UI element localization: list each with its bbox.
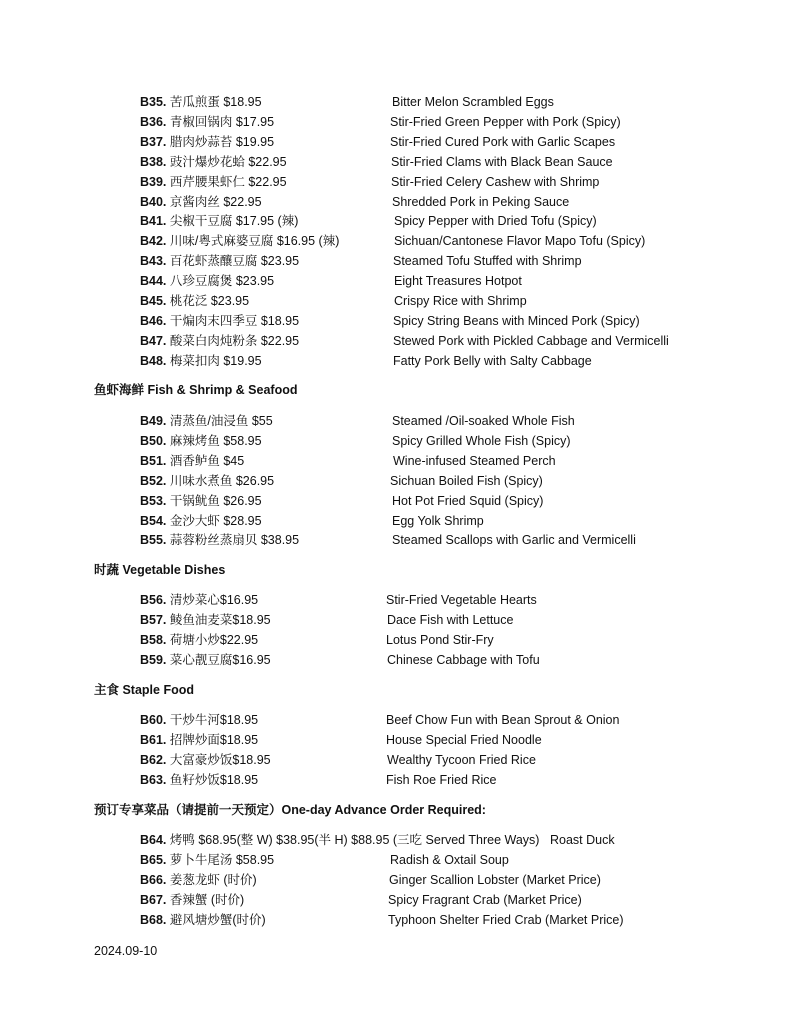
menu-item-b42	[140, 233, 339, 249]
item-name-en: Stir-Fried Green Pepper with Pork (Spicy)	[390, 115, 621, 129]
item-name-en: Spicy String Beans with Minced Pork (Spicy)	[393, 314, 640, 328]
item-name-en: Stewed Pork with Pickled Cabbage and Vermicelli	[393, 334, 669, 348]
item-name-en: House Special Fried Noodle	[386, 733, 542, 747]
item-name-cn: 西芹腰果虾仁 $22.95	[166, 175, 287, 189]
item-code: B43.	[140, 254, 167, 268]
item-name-cn: 蒜蓉粉丝蒸扇贝 $38.95	[166, 533, 300, 547]
item-name-en: Steamed /Oil-soaked Whole Fish	[392, 414, 575, 428]
menu-item-b44	[140, 273, 274, 289]
item-code: B50.	[140, 434, 167, 448]
item-name-cn: 豉汁爆炒花蛤 $22.95	[166, 155, 287, 169]
item-name-cn: 苦瓜煎蛋 $18.95	[166, 95, 262, 109]
item-code: B52.	[140, 474, 167, 488]
item-code: B45.	[140, 294, 167, 308]
menu-item-b37	[140, 134, 274, 150]
item-name-cn: 清蒸鱼/油浸鱼 $55	[166, 414, 273, 428]
item-name-en: Spicy Fragrant Crab (Market Price)	[388, 893, 582, 907]
menu-item-b57	[140, 612, 271, 628]
item-name-cn: 青椒回锅肉 $17.95	[166, 115, 275, 129]
menu-item-b67	[140, 892, 244, 908]
section-heading-advance: 预订专享菜品（请提前一天预定）One-day Advance Order Required:	[94, 803, 486, 817]
item-name-cn: 避风塘炒蟹(时价)	[166, 913, 266, 927]
item-code: B61.	[140, 733, 167, 747]
item-name-cn: 干煸肉末四季豆 $18.95	[166, 314, 300, 328]
menu-item-b59	[140, 652, 271, 668]
item-name-en: Eight Treasures Hotpot	[394, 274, 522, 288]
item-code: B56.	[140, 593, 167, 607]
item-name-cn: 香辣蟹 (时价)	[166, 893, 245, 907]
menu-item-b53	[140, 493, 262, 509]
menu-date: 2024.09-10	[94, 944, 158, 958]
menu-item-b35	[140, 94, 262, 110]
item-name-cn: 酸菜白肉炖粉条 $22.95	[166, 334, 300, 348]
menu-item-b43	[140, 253, 299, 269]
item-name-cn: 金沙大虾 $28.95	[166, 514, 262, 528]
item-code: B66.	[140, 873, 167, 887]
item-name-en: Chinese Cabbage with Tofu	[387, 653, 540, 667]
item-name-cn: 大富豪炒饭$18.95	[166, 753, 271, 767]
menu-item-b39	[140, 174, 287, 190]
item-code: B41.	[140, 214, 167, 228]
menu-item-b51	[140, 453, 244, 469]
item-name-cn: 干炒牛河$18.95	[166, 713, 259, 727]
item-code: B42.	[140, 234, 167, 248]
item-name-en: Bitter Melon Scrambled Eggs	[392, 95, 554, 109]
menu-item-b48	[140, 353, 262, 369]
item-name-en: Spicy Pepper with Dried Tofu (Spicy)	[394, 214, 597, 228]
item-code: B49.	[140, 414, 167, 428]
item-name-en: Spicy Grilled Whole Fish (Spicy)	[392, 434, 571, 448]
item-code: B51.	[140, 454, 167, 468]
item-name-en: Egg Yolk Shrimp	[392, 514, 484, 528]
item-code: B68.	[140, 913, 167, 927]
menu-item-b38	[140, 154, 287, 170]
menu-item-b58	[140, 632, 258, 648]
item-name-en: Lotus Pond Stir-Fry	[386, 633, 494, 647]
menu-item-b46	[140, 313, 299, 329]
item-code: B44.	[140, 274, 167, 288]
item-name-en: Typhoon Shelter Fried Crab (Market Price)	[388, 913, 624, 927]
item-code: B58.	[140, 633, 167, 647]
item-name-en: Steamed Scallops with Garlic and Vermicelli	[392, 533, 636, 547]
item-name-en: Crispy Rice with Shrimp	[394, 294, 527, 308]
item-code: B48.	[140, 354, 167, 368]
item-name-en: Stir-Fried Cured Pork with Garlic Scapes	[390, 135, 616, 149]
item-name-en: Wealthy Tycoon Fried Rice	[387, 753, 536, 767]
item-code: B54.	[140, 514, 167, 528]
item-name-cn: 腊肉炒蒜苔 $19.95	[166, 135, 275, 149]
item-name-cn: 烤鸭 $68.95(整 W) $38.95(半 H) $88.95 (三吃 Served Three Ways)	[166, 833, 540, 847]
item-name-en: Stir-Fried Celery Cashew with Shrimp	[391, 175, 600, 189]
item-code: B37.	[140, 135, 167, 149]
item-name-en: Wine-infused Steamed Perch	[393, 454, 556, 468]
menu-item-b56	[140, 592, 258, 608]
item-name-en: Steamed Tofu Stuffed with Shrimp	[393, 254, 582, 268]
menu-item-b62	[140, 752, 271, 768]
item-name-en: Beef Chow Fun with Bean Sprout & Onion	[386, 713, 620, 727]
item-name-en: Hot Pot Fried Squid (Spicy)	[392, 494, 544, 508]
item-name-cn: 酒香鲈鱼 $45	[166, 454, 245, 468]
menu-item-b64	[140, 832, 539, 848]
menu-item-b68	[140, 912, 266, 928]
menu-item-b61	[140, 732, 258, 748]
section-heading-seafood: 鱼虾海鲜 Fish & Shrimp & Seafood	[94, 383, 298, 397]
item-code: B40.	[140, 195, 167, 209]
item-name-cn: 萝卜牛尾汤 $58.95	[166, 853, 275, 867]
item-name-en: Stir-Fried Clams with Black Bean Sauce	[391, 155, 613, 169]
item-code: B67.	[140, 893, 167, 907]
item-name-en: Dace Fish with Lettuce	[387, 613, 514, 627]
item-name-en: Ginger Scallion Lobster (Market Price)	[389, 873, 601, 887]
item-name-cn: 清炒菜心$16.95	[166, 593, 259, 607]
menu-item-b65	[140, 852, 274, 868]
item-code: B63.	[140, 773, 167, 787]
item-name-cn: 招牌炒面$18.95	[166, 733, 259, 747]
item-code: B35.	[140, 95, 167, 109]
item-code: B59.	[140, 653, 167, 667]
item-name-en: Roast Duck	[550, 833, 615, 847]
item-name-cn: 川味水煮鱼 $26.95	[166, 474, 275, 488]
item-name-cn: 尖椒干豆腐 $17.95 (辣)	[166, 214, 299, 228]
item-name-cn: 菜心靓豆腐$16.95	[166, 653, 271, 667]
item-name-cn: 桃花泛 $23.95	[166, 294, 250, 308]
item-name-cn: 麻辣烤鱼 $58.95	[166, 434, 262, 448]
item-name-cn: 梅菜扣肉 $19.95	[166, 354, 262, 368]
menu-item-b52	[140, 473, 274, 489]
section-heading-vegetable: 时蔬 Vegetable Dishes	[94, 563, 226, 577]
item-code: B64.	[140, 833, 167, 847]
menu-item-b63	[140, 772, 258, 788]
item-name-cn: 荷塘小炒$22.95	[166, 633, 259, 647]
item-code: B55.	[140, 533, 167, 547]
item-name-en: Fatty Pork Belly with Salty Cabbage	[393, 354, 592, 368]
item-name-cn: 干锅鱿鱼 $26.95	[166, 494, 262, 508]
item-name-cn: 姜葱龙虾 (时价)	[166, 873, 257, 887]
menu-item-b36	[140, 114, 274, 130]
menu-item-b60	[140, 712, 258, 728]
item-code: B46.	[140, 314, 167, 328]
item-name-cn: 鱼籽炒饭$18.95	[166, 773, 259, 787]
item-name-en: Sichuan Boiled Fish (Spicy)	[390, 474, 543, 488]
item-code: B53.	[140, 494, 167, 508]
menu-item-b54	[140, 513, 262, 529]
menu-item-b50	[140, 433, 262, 449]
item-name-cn: 鲮鱼油麦菜$18.95	[166, 613, 271, 627]
item-code: B57.	[140, 613, 167, 627]
menu-item-b49	[140, 413, 273, 429]
menu-item-b41	[140, 213, 298, 229]
menu-item-b55	[140, 532, 299, 548]
item-code: B47.	[140, 334, 167, 348]
menu-item-b66	[140, 872, 257, 888]
item-code: B62.	[140, 753, 167, 767]
item-code: B65.	[140, 853, 167, 867]
menu-item-b47	[140, 333, 299, 349]
item-name-en: Sichuan/Cantonese Flavor Mapo Tofu (Spicy)	[394, 234, 646, 248]
item-name-cn: 百花虾蒸釀豆腐 $23.95	[166, 254, 300, 268]
item-code: B60.	[140, 713, 167, 727]
item-code: B36.	[140, 115, 167, 129]
item-name-cn: 京酱肉丝 $22.95	[166, 195, 262, 209]
section-heading-staple: 主食 Staple Food	[94, 683, 195, 697]
menu-item-b45	[140, 293, 249, 309]
item-code: B38.	[140, 155, 167, 169]
item-name-en: Stir-Fried Vegetable Hearts	[386, 593, 537, 607]
item-code: B39.	[140, 175, 167, 189]
menu-item-b40	[140, 194, 262, 210]
item-name-cn: 八珍豆腐煲 $23.95	[166, 274, 275, 288]
item-name-en: Shredded Pork in Peking Sauce	[392, 195, 570, 209]
item-name-en: Radish & Oxtail Soup	[390, 853, 509, 867]
item-name-en: Fish Roe Fried Rice	[386, 773, 497, 787]
item-name-cn: 川味/粤式麻婆豆腐 $16.95 (辣)	[166, 234, 340, 248]
